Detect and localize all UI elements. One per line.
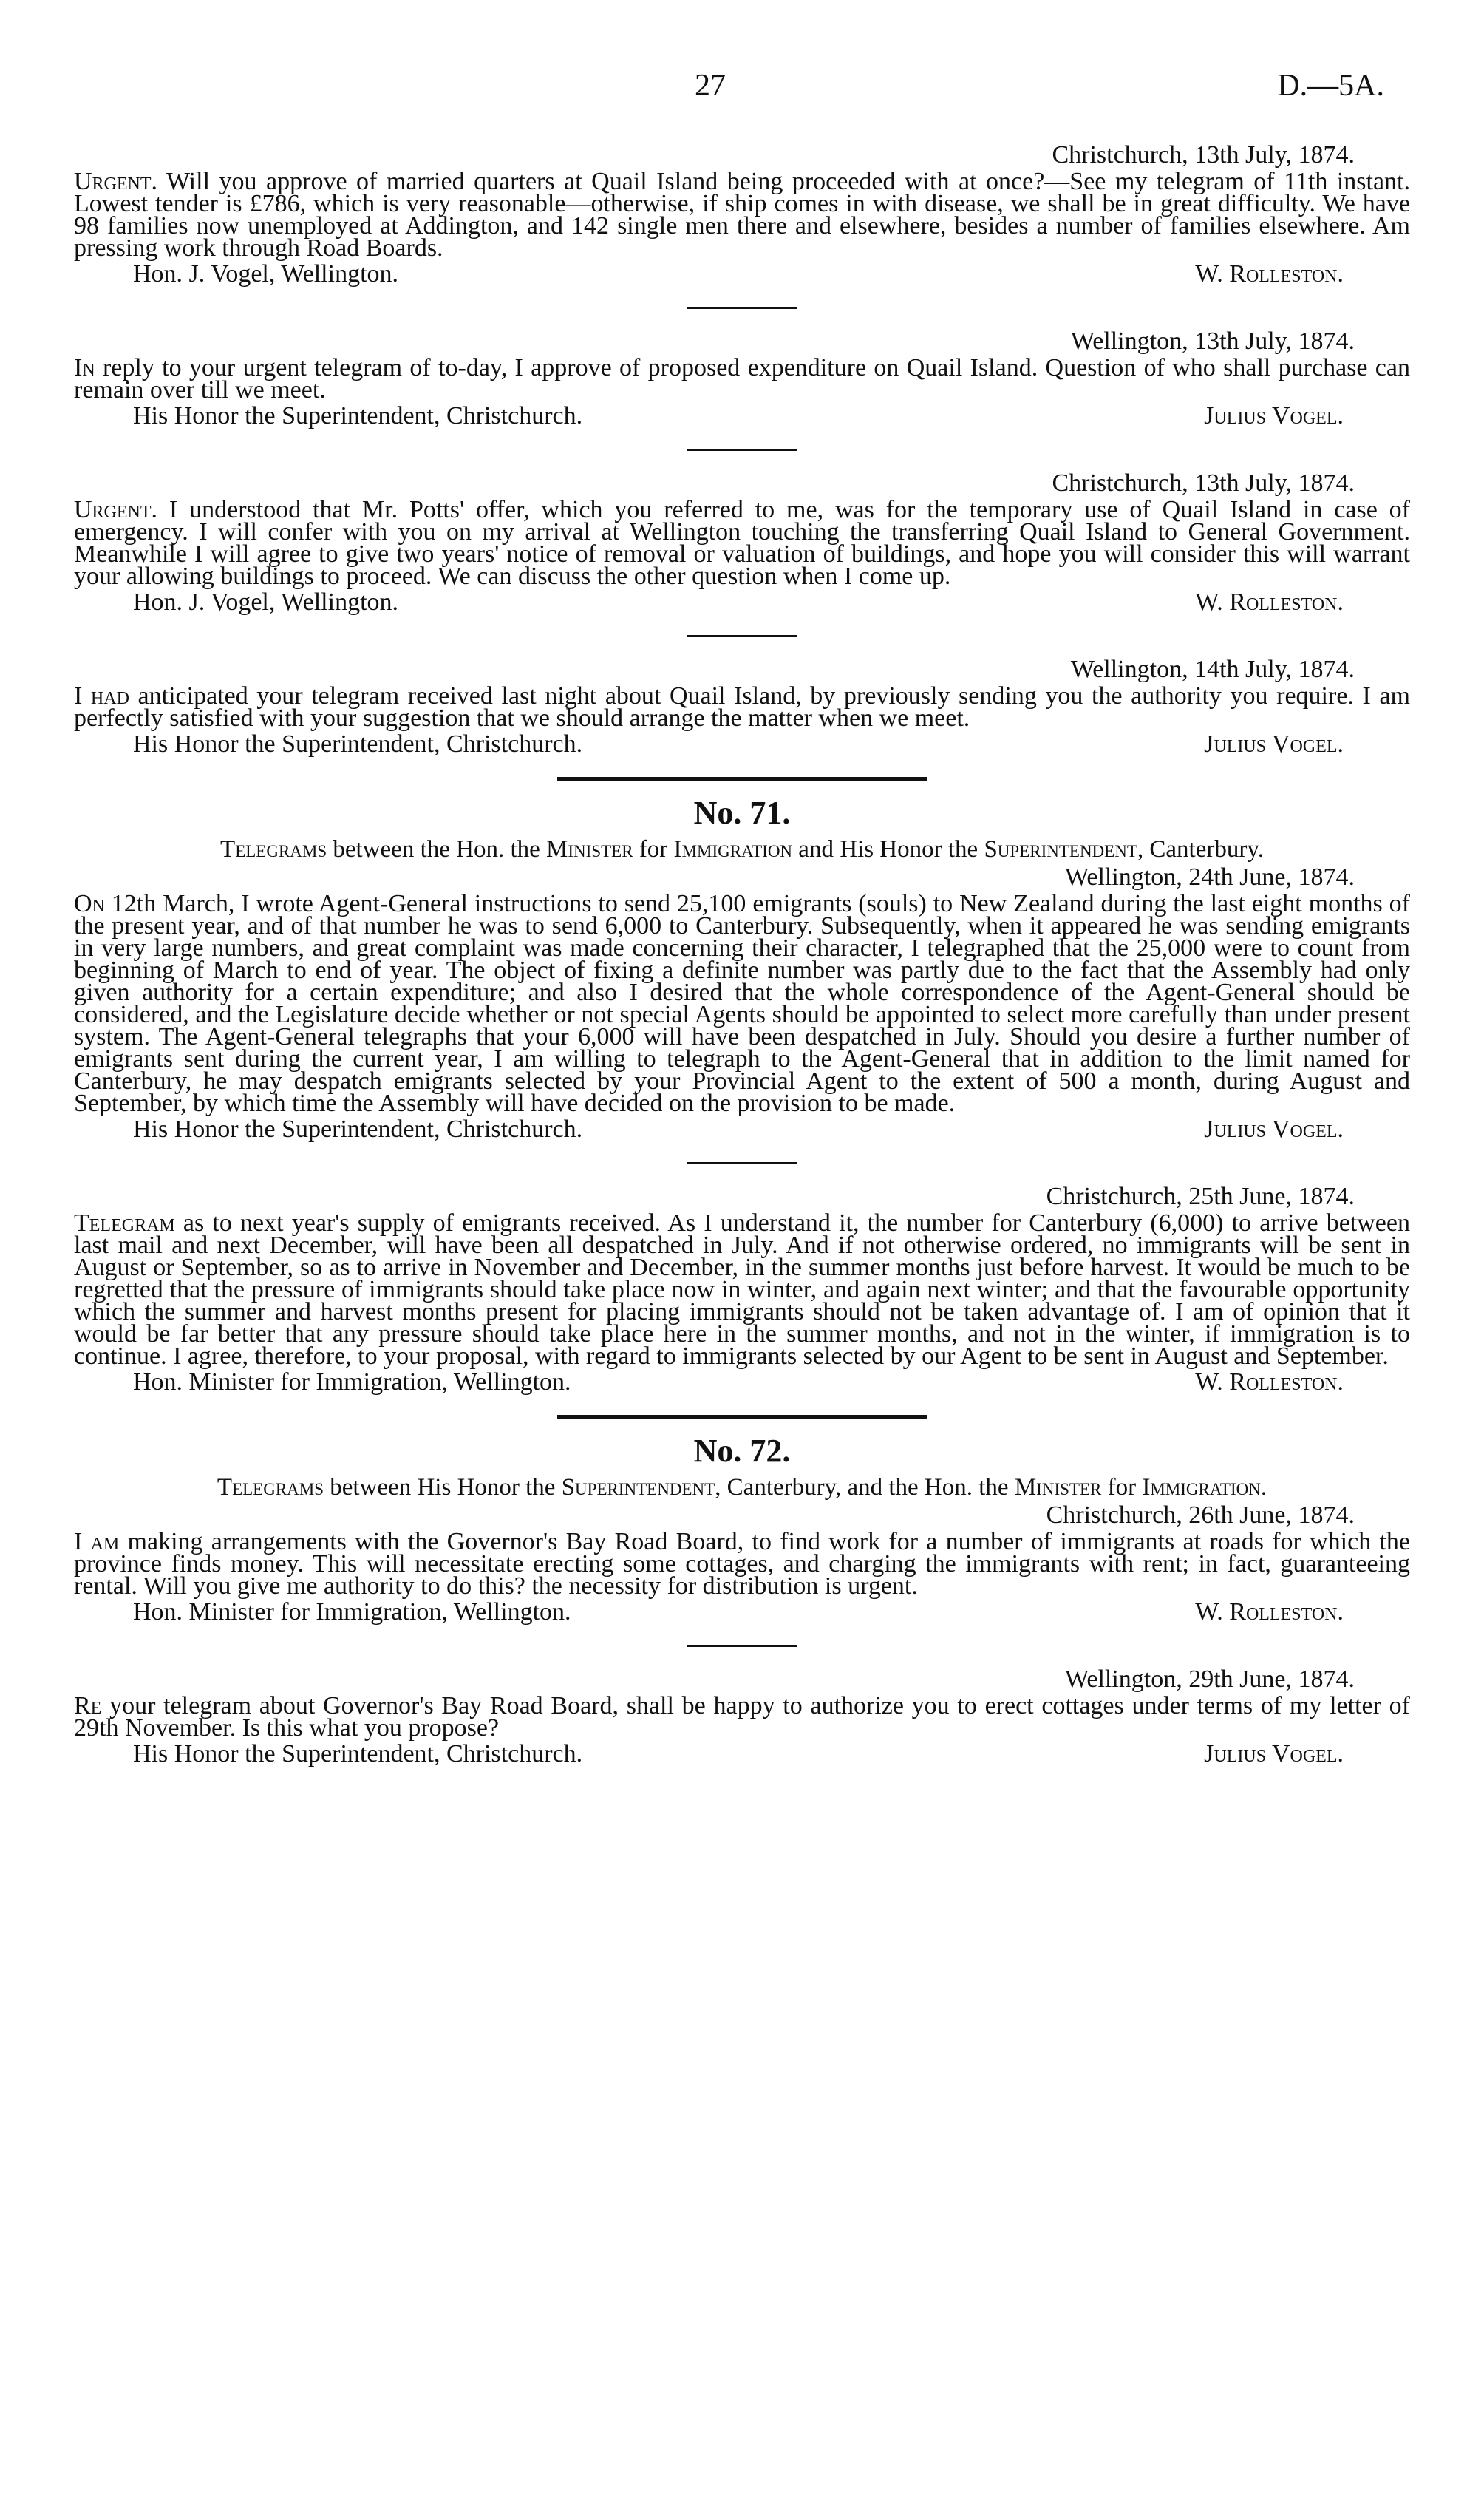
telegram-sender: Julius Vogel.: [1204, 1740, 1344, 1768]
telegram-recipient: Hon. J. Vogel, Wellington.: [133, 260, 399, 288]
telegram-recipient: His Honor the Superintendent, Christchurch.: [133, 1740, 583, 1768]
telegram: [74, 1182, 1410, 1396]
section-title: No. 72.: [693, 1433, 791, 1469]
telegram: [74, 469, 1410, 616]
telegram-lead: I had: [74, 682, 129, 710]
telegram-signature: [74, 1369, 1410, 1396]
telegram-recipient: His Honor the Superintendent, Christchurch.: [133, 402, 583, 429]
section-divider: [557, 777, 927, 781]
telegram-sender: W. Rolleston.: [1195, 1598, 1344, 1626]
telegram-signature: [74, 1599, 1410, 1626]
divider: [687, 1162, 797, 1164]
telegram-lead: Urgent.: [74, 168, 158, 195]
telegram-signature: [74, 261, 1410, 288]
telegram-sender: Julius Vogel.: [1204, 402, 1344, 429]
telegram-dateline: Wellington, 14th July, 1874.: [1070, 656, 1355, 683]
telegram-recipient: His Honor the Superintendent, Christchurch.: [133, 730, 583, 758]
telegram-signature: [74, 1116, 1410, 1143]
telegram-dateline: Wellington, 24th June, 1874.: [1064, 863, 1355, 891]
telegram-signature: [74, 403, 1410, 429]
telegram-lead: Telegram: [74, 1209, 175, 1237]
telegram-text: anticipated your telegram received last night about Quail Island, by previously sending you the authority you require. I am perfectly satisfied with your suggestion that we should arrange the matter when we meet.: [74, 682, 1410, 732]
divider: [687, 307, 797, 309]
telegram-signature: [74, 731, 1410, 758]
telegram-recipient: Hon. J. Vogel, Wellington.: [133, 588, 399, 616]
telegram-body: [74, 168, 1410, 262]
telegram: [74, 655, 1410, 758]
divider: [687, 449, 797, 451]
telegram-text: reply to your urgent telegram of to-day, I approve of proposed expenditure on Quail Island. Question of who shall purchase can remain over till we meet.: [74, 354, 1410, 404]
telegram-dateline: Wellington, 13th July, 1874.: [1070, 327, 1355, 355]
document-code: D.—5A.: [1277, 69, 1384, 103]
telegram-dateline: Christchurch, 26th June, 1874.: [1046, 1501, 1355, 1529]
section-description: Telegrams between the Hon. the Minister for Immigration and His Honor the Superintendent, Canterbury.: [220, 836, 1264, 863]
telegram: [74, 863, 1410, 1143]
page-number: 27: [695, 69, 726, 103]
telegram-text: I understood that Mr. Potts' offer, which you referred to me, was for the temporary use of Quail Island in case of emergency. I will confer with you on my arrival at Wellington touching the transferring Quail Island to General Government. Meanwhile I will agree to give two years' notice of removal or valuation of buildings, and hope you will consider this will warrant your allowing buildings to proceed. We can discuss the other question when I come up.: [74, 496, 1410, 590]
telegram-dateline: Christchurch, 13th July, 1874.: [1052, 141, 1355, 169]
telegram-sender: W. Rolleston.: [1195, 1368, 1344, 1396]
telegram-dateline: Christchurch, 25th June, 1874.: [1046, 1183, 1355, 1210]
telegram-body: [74, 496, 1410, 590]
telegram: [74, 140, 1410, 288]
section-title: No. 71.: [693, 795, 791, 831]
telegram: [74, 1665, 1410, 1768]
telegram-recipient: Hon. Minister for Immigration, Wellington.: [133, 1598, 571, 1626]
page-header: [0, 68, 1484, 112]
telegram-body: [74, 682, 1410, 732]
telegram-body: [74, 890, 1410, 1117]
telegram-text: as to next year's supply of emigrants received. As I understand it, the number for Canterbury (6,000) to arrive between last mail and next December, will have been all despatched in July. And if not otherwise ordered, no immigrants will be sent in August or September, so as to arrive in November and December, in the summer months just before harvest. It would be much to be regretted that the pressure of immigrants should take place now in winter, and again next winter; and that the favourable opportunity which the summer and harvest months present for placing immigrants should not be taken advantage of. I am of opinion that it would be far better that any pressure should take place here in the summer months, and not in the winter, if immigration is to continue. I agree, therefore, to your proposal, with regard to immigrants selected by our Agent to be sent in August and September.: [74, 1209, 1410, 1370]
telegram-body: [74, 1528, 1410, 1600]
telegram-body: [74, 1692, 1410, 1742]
telegram-text: 12th March, I wrote Agent-General instructions to send 25,100 emigrants (souls) to New Zealand during the last eight months of the present year, and of that number he was to send 6,000 to Canterbury. Subsequently, when it appeared he was sending emigrants in very large numbers, and great complaint was made concerning their character, I telegraphed that the 25,000 were to count from beginning of March to end of year. The object of fixing a definite number was partly due to the fact that the Assembly had only given authority for a certain expenditure; and also I desired that the whole correspondence of the Agent-General should be considered, and the Legislature decide whether or not special Agents should be appointed to select more carefully than under present system. The Agent-General telegraphs that your 6,000 will have been despatched in July. Should you desire a further number of emigrants sent during the current year, I am willing to telegraph to the Agent-General that in addition to the limit named for Canterbury, he may despatch emigrants selected by your Provincial Agent to the extent of 500 a month, during August and September, by which time the Assembly will have decided on the provision to be made.: [74, 890, 1410, 1117]
telegram-sender: W. Rolleston.: [1195, 260, 1344, 288]
telegram-text: your telegram about Governor's Bay Road Board, shall be happy to authorize you to erect cottages under terms of my letter of 29th November. Is this what you propose?: [74, 1692, 1410, 1742]
telegram-lead: On: [74, 890, 105, 917]
telegram-sender: Julius Vogel.: [1204, 1116, 1344, 1143]
section-divider: [557, 1415, 927, 1419]
telegram-sender: Julius Vogel.: [1204, 730, 1344, 758]
telegram-recipient: His Honor the Superintendent, Christchurch.: [133, 1116, 583, 1143]
telegram-dateline: Christchurch, 13th July, 1874.: [1052, 469, 1355, 497]
telegram: [74, 327, 1410, 429]
telegram-text: making arrangements with the Governor's Bay Road Board, to find work for a number of immigrants at roads for which the province finds money. This will necessitate erecting some cottages, and charging the immigrants with rent; in fact, guaranteeing rental. Will you give me authority to do this? the necessity for distribution is urgent.: [74, 1528, 1410, 1600]
telegram-sender: W. Rolleston.: [1195, 588, 1344, 616]
telegram-lead: Re: [74, 1692, 102, 1719]
telegram-body: [74, 354, 1410, 404]
telegram-lead: In: [74, 354, 95, 381]
telegram-dateline: Wellington, 29th June, 1874.: [1064, 1665, 1355, 1693]
telegram: [74, 1501, 1410, 1626]
telegram-signature: [74, 589, 1410, 616]
divider: [687, 1645, 797, 1647]
page-content: [74, 140, 1410, 1768]
telegram-signature: [74, 1741, 1410, 1768]
divider: [687, 635, 797, 637]
telegram-body: [74, 1209, 1410, 1370]
telegram-lead: Urgent.: [74, 496, 158, 523]
telegram-text: Will you approve of married quarters at Quail Island being proceeded with at once?—See my telegram of 11th instant. Lowest tender is £786, which is very reasonable—otherwise, if ship comes in with disease, we shall be in great difficulty. We have 98 families now unemployed at Addington, and 142 single men there and elsewhere, besides a number of families elsewhere. Am pressing work through Road Boards.: [74, 168, 1410, 262]
telegram-recipient: Hon. Minister for Immigration, Wellington.: [133, 1368, 571, 1396]
section-description: Telegrams between His Honor the Superintendent, Canterbury, and the Hon. the Minister for Immigration.: [217, 1474, 1267, 1501]
telegram-lead: I am: [74, 1528, 120, 1555]
